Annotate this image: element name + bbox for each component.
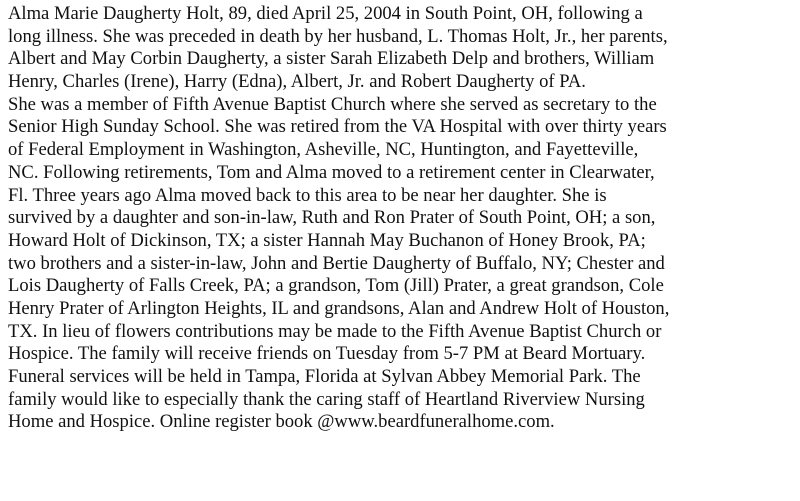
text-line: Howard Holt of Dickinson, TX; a sister Hannah May Buchanon of Honey Brook, PA; <box>8 229 646 251</box>
text-line: Henry, Charles (Irene), Harry (Edna), Albert, Jr. and Robert Daugherty of PA. <box>8 71 586 93</box>
text-line: Funeral services will be held in Tampa, Florida at Sylvan Abbey Memorial Park. The <box>8 366 641 387</box>
text-line: Senior High Sunday School. She was retired from the VA Hospital with over thirty years <box>8 116 667 138</box>
text-line: of Federal Employment in Washington, Asheville, NC, Huntington, and Fayetteville, <box>8 139 639 161</box>
obituary-text <box>8 3 798 434</box>
text-line: TX. In lieu of flowers contributions may be made to the Fifth Avenue Baptist Church or <box>8 320 662 342</box>
text-line: long illness. She was preceded in death by her husband, L. Thomas Holt, Jr., her parents, <box>8 25 668 47</box>
text-line: Home and Hospice. Online register book @www.beardfuneralhome.com. <box>8 411 555 433</box>
text-line: two brothers and a sister-in-law, John and Bertie Daugherty of Buffalo, NY; Chester and <box>8 252 665 274</box>
text-line: NC. Following retirements, Tom and Alma moved to a retirement center in Clearwater, <box>8 161 655 183</box>
text-line: survived by a daughter and son-in-law, Ruth and Ron Prater of South Point, OH; a son, <box>8 207 656 229</box>
text-line: Henry Prater of Arlington Heights, IL and grandsons, Alan and Andrew Holt of Houston, <box>8 297 670 319</box>
text-line: Lois Daugherty of Falls Creek, PA; a grandson, Tom (Jill) Prater, a great grandson, Cole <box>8 275 664 297</box>
text-line: family would like to especially thank the caring staff of Heartland Riverview Nursing <box>8 388 645 410</box>
text-line: She was a member of Fifth Avenue Baptist Church where she served as secretary to the <box>8 93 657 115</box>
text-line: Fl. Three years ago Alma moved back to this area to be near her daughter. She is <box>8 184 607 206</box>
text-line: Alma Marie Daugherty Holt, 89, died April 25, 2004 in South Point, OH, following a <box>8 3 643 24</box>
text-line: Albert and May Corbin Daugherty, a sister Sarah Elizabeth Delp and brothers, William <box>8 48 655 70</box>
text-line: Hospice. The family will receive friends on Tuesday from 5-7 PM at Beard Mortuary. <box>8 343 646 365</box>
